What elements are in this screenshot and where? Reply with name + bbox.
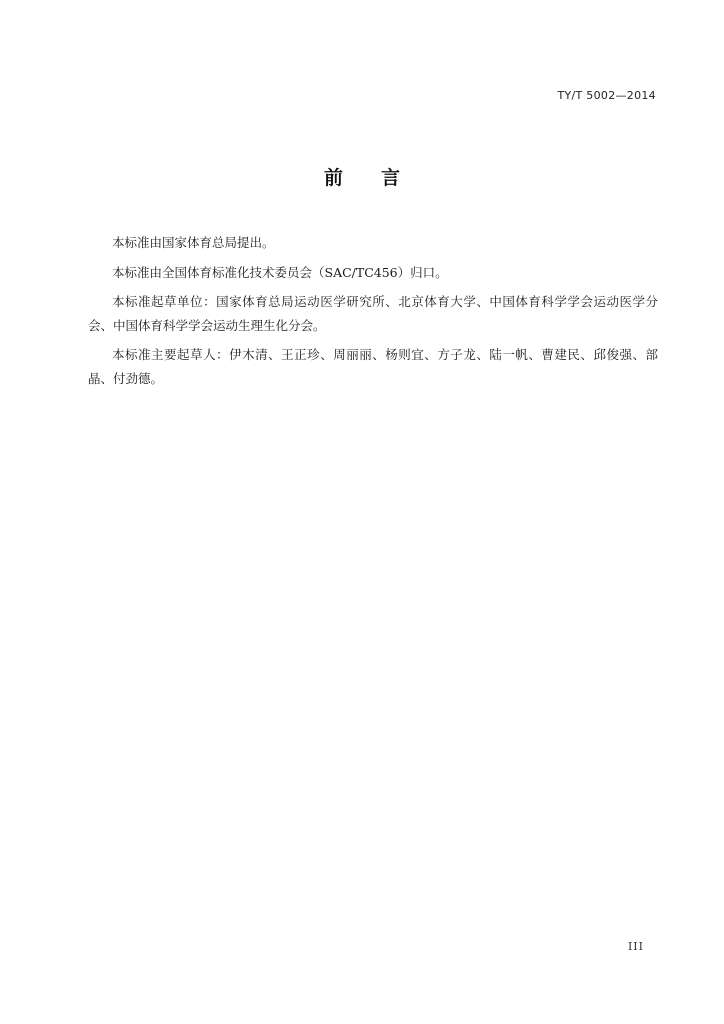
page-title — [0, 163, 724, 190]
paragraph-proposer: 本标准由国家体育总局提出。 — [112, 235, 275, 250]
title-char-1: 前 — [323, 167, 343, 189]
standard-code: TY/T 5002—2014 — [557, 89, 656, 102]
foreword-body — [88, 231, 658, 396]
title-char-2: 言 — [381, 167, 401, 189]
paragraph-drafters: 本标准主要起草人：伊木清、王正珍、周丽丽、杨则宜、方子龙、陆一帆、曹建民、邱俊强、部晶、付劲德。 — [88, 347, 658, 386]
paragraph-drafting-units: 本标准起草单位：国家体育总局运动医学研究所、北京体育大学、中国体育科学学会运动医学分会、中国体育科学学会运动生理生化分会。 — [88, 294, 658, 333]
paragraph-committee: 本标准由全国体育标准化技术委员会（SAC/TC456）归口。 — [112, 264, 448, 280]
page-number: III — [627, 940, 644, 953]
